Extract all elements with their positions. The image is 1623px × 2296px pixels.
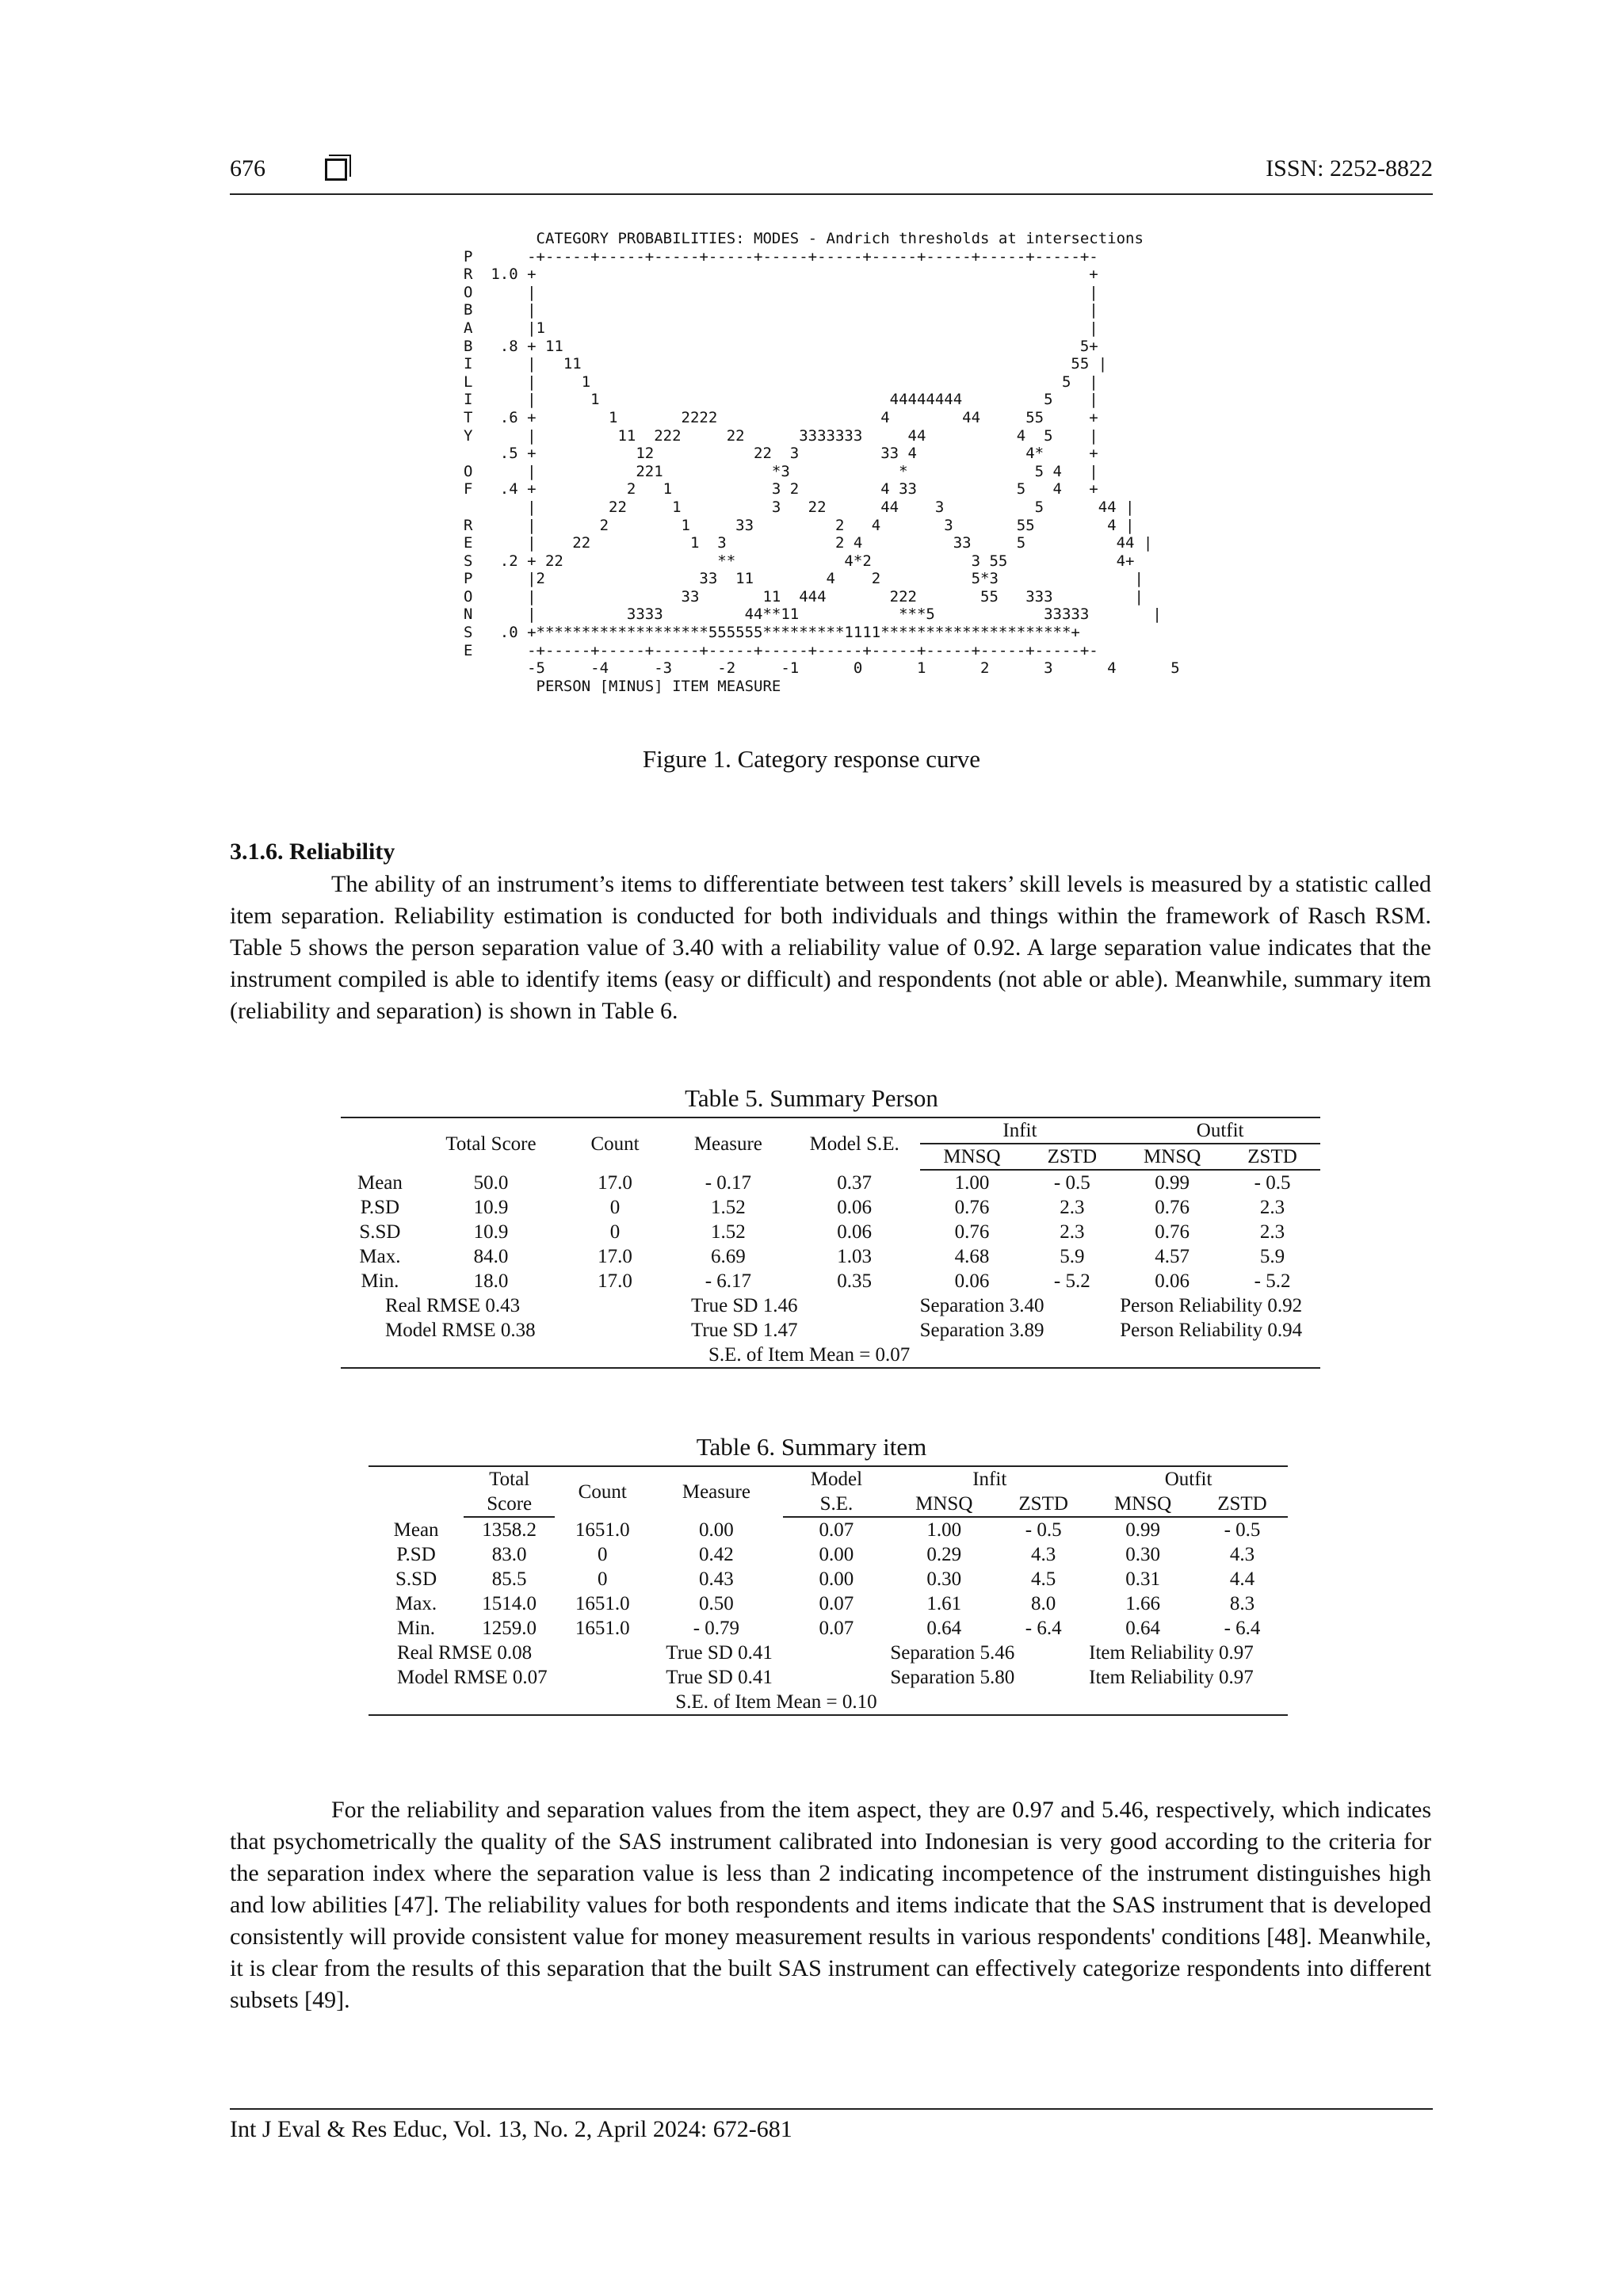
cell: 0.06 [837, 1197, 873, 1218]
cell: 1358.2 [482, 1519, 537, 1541]
cell: 1.00 [954, 1172, 990, 1194]
cell: 0.43 [699, 1568, 734, 1590]
col-group-infit: Infit [920, 1117, 1121, 1144]
cell: Mean [357, 1171, 403, 1194]
plot-line: CATEGORY PROBABILITIES: MODES - Andrich thresholds at intersections [464, 230, 1144, 247]
cell: 17.0 [598, 1270, 632, 1292]
plot-line: O | | [464, 283, 1098, 301]
cell: S.SD [395, 1568, 437, 1590]
table-row [369, 1616, 1288, 1641]
plot-line: P |2 33 11 4 2 5*3 | [464, 570, 1144, 588]
table-row [341, 1269, 1320, 1293]
cell: 17.0 [598, 1246, 632, 1267]
true-sd: True SD 1.46 [690, 1295, 798, 1316]
page-header [230, 155, 1433, 195]
cell: 5.9 [1060, 1246, 1085, 1267]
cell: 0.30 [926, 1568, 962, 1590]
person-reliability: Person Reliability 0.94 [1120, 1320, 1303, 1341]
cell: 1.03 [837, 1246, 873, 1267]
cell: 2.3 [1060, 1221, 1085, 1243]
table-row [369, 1517, 1288, 1542]
cell: - 6.17 [705, 1270, 752, 1292]
col-header-infit-mnsq: MNSQ [920, 1144, 1025, 1170]
cell: 2.3 [1259, 1197, 1285, 1218]
plot-line: I | 1 44444444 5 | [464, 391, 1098, 409]
cell: 6.69 [711, 1246, 746, 1267]
cell: Max. [359, 1246, 401, 1267]
cell: 17.0 [598, 1171, 632, 1194]
col-header-infit-zstd: ZSTD [1024, 1144, 1120, 1170]
cell: 0 [609, 1221, 621, 1243]
col-header-count: Count [590, 1133, 640, 1155]
plot-line: A |1 | [464, 319, 1098, 337]
cell: 0.64 [1125, 1618, 1160, 1639]
cell: 0 [597, 1568, 608, 1590]
square-box-icon [325, 159, 347, 181]
plot-line: B | | [464, 301, 1098, 319]
table5-caption: Table 5. Summary Person [685, 1084, 938, 1112]
table-row [341, 1170, 1320, 1195]
col-header-count: Count [578, 1481, 627, 1503]
table-row [369, 1567, 1288, 1591]
cell: 0.06 [954, 1270, 990, 1292]
col-header-infit-zstd: ZSTD [998, 1492, 1089, 1517]
cell: 0.64 [926, 1618, 962, 1639]
plot-line: P -+-----+-----+-----+-----+-----+-----+-----+-----+-----+-----+- [464, 247, 1098, 266]
col-header-model: Model [810, 1469, 863, 1490]
cell: 0.42 [699, 1544, 734, 1565]
plot-line: O | 33 11 444 222 55 333 | [464, 587, 1144, 606]
cell: 4.3 [1229, 1544, 1255, 1565]
col-header-outfit-mnsq: MNSQ [1089, 1492, 1197, 1517]
col-header-outfit-zstd: ZSTD [1224, 1144, 1320, 1170]
cell: 8.3 [1229, 1593, 1255, 1614]
plot-line: R 1.0 + + [464, 266, 1098, 284]
plot-line: S .2 + 22 ** 4*2 3 55 4+ [464, 552, 1135, 570]
cell: 85.5 [491, 1568, 527, 1590]
plot-line: O | 221 *3 * 5 4 | [464, 462, 1098, 480]
figure-caption: Figure 1. Category response curve [642, 745, 981, 773]
closing-paragraph: For the reliability and separation values from the item aspect, they are 0.97 and 5.46, respectively, which indicates that psychometrically the quality of the SAS instrument calibrated into Indonesian is very good according to the criteria for the separation index where the separation value is less than 2 indicating incompetence of the instrument distinguishes high and low abilities [47]. The reliability values for both respondents and items indicate that the SAS instrument that is developed consistently will provide consistent value for money measurement results in various respondents' conditions [48]. Meanwhile, it is clear from the results of this separation that the built SAS instrument can effectively categorize respondents into different subsets [49]. [230, 1797, 1431, 2013]
table-footer-row [341, 1293, 1320, 1318]
table-row [369, 1591, 1288, 1616]
separation: Separation 5.80 [890, 1667, 1015, 1688]
col-header-measure: Measure [693, 1133, 762, 1155]
col-header-score: Score [464, 1492, 555, 1517]
cell: 5.9 [1259, 1246, 1285, 1267]
col-header-model-se: Model S.E. [809, 1133, 899, 1155]
table-row [341, 1195, 1320, 1220]
col-header-infit-mnsq: MNSQ [890, 1492, 998, 1517]
issn-label: ISSN: 2252-8822 [1266, 155, 1433, 181]
table-footer-row [341, 1343, 1320, 1368]
col-group-outfit: Outfit [1120, 1117, 1320, 1144]
table-footer-row [369, 1690, 1288, 1715]
cell: 1651.0 [575, 1593, 630, 1614]
cell: 0.76 [1155, 1221, 1190, 1243]
page-footer: Int J Eval & Res Educ, Vol. 13, No. 2, April 2024: 672-681 [230, 2108, 1433, 2143]
cell: - 5.2 [1053, 1270, 1090, 1292]
cell: 2.3 [1060, 1197, 1085, 1218]
table-footer-row [341, 1318, 1320, 1343]
cell: P.SD [360, 1197, 400, 1218]
plot-line: .5 + 12 22 3 33 4 4* + [464, 445, 1098, 463]
cell: 0.29 [926, 1544, 962, 1565]
plot-line: R | 2 1 33 2 4 3 55 4 | [464, 516, 1135, 534]
cell: 0.50 [699, 1593, 734, 1614]
plot-line: L | 1 5 | [464, 372, 1098, 391]
cell: - 6.4 [1025, 1618, 1062, 1639]
cell: 1259.0 [482, 1618, 537, 1639]
se-item-mean: S.E. of Item Mean = 0.10 [675, 1691, 877, 1713]
cell: - 0.17 [705, 1171, 752, 1194]
table-row [341, 1244, 1320, 1269]
col-header-total: Total [489, 1469, 530, 1490]
true-sd: True SD 0.41 [666, 1642, 773, 1664]
table-row [341, 1220, 1320, 1244]
cell: 0.31 [1125, 1568, 1160, 1590]
cell: 50.0 [473, 1171, 509, 1194]
cell: - 0.5 [1025, 1519, 1062, 1541]
cell: 4.68 [954, 1246, 990, 1267]
cell: 0.06 [1155, 1270, 1190, 1292]
cell: 4.57 [1155, 1246, 1190, 1267]
plot-line: Y | 11 222 22 3333333 44 4 5 | [464, 426, 1098, 445]
cell: 0.00 [699, 1519, 734, 1541]
cell: 0.00 [819, 1568, 854, 1590]
cell: 10.9 [473, 1221, 509, 1243]
table-row [369, 1542, 1288, 1567]
cell: 0.07 [819, 1618, 854, 1639]
separation: Separation 3.89 [919, 1320, 1044, 1341]
cell: 84.0 [473, 1246, 509, 1267]
row-label-header [341, 1117, 419, 1170]
item-reliability: Item Reliability 0.97 [1089, 1642, 1254, 1664]
cell: 0 [597, 1544, 608, 1565]
plot-line: | 22 1 3 22 44 3 5 44 | [464, 498, 1135, 516]
plot-line: -5 -4 -3 -2 -1 0 1 2 3 4 5 [464, 659, 1180, 678]
plot-line: I | 11 55 | [464, 355, 1108, 373]
section-title: 3.1.6. Reliability [230, 839, 395, 865]
col-header-measure: Measure [682, 1481, 750, 1503]
cell: 1.61 [926, 1593, 962, 1614]
page-number: 676 [230, 155, 265, 181]
cell: 1.52 [711, 1197, 746, 1218]
plot-line: PERSON [MINUS] ITEM MEASURE [464, 677, 781, 695]
col-header-total-score: Total Score [445, 1133, 537, 1155]
cell: 1651.0 [575, 1519, 630, 1541]
cell: 0.76 [954, 1197, 990, 1218]
cell: 1.66 [1125, 1593, 1160, 1614]
real-rmse: Real RMSE 0.43 [385, 1295, 521, 1316]
cell: 1514.0 [482, 1593, 537, 1614]
cell: 4.5 [1031, 1568, 1056, 1590]
cell: 10.9 [473, 1197, 509, 1218]
col-group-outfit: Outfit [1164, 1469, 1212, 1490]
cell: 83.0 [491, 1544, 527, 1565]
real-rmse: Real RMSE 0.08 [397, 1642, 533, 1664]
cell: 0.99 [1125, 1519, 1160, 1541]
person-reliability: Person Reliability 0.92 [1120, 1295, 1303, 1316]
cell: - 5.2 [1254, 1270, 1291, 1292]
cell: - 0.5 [1254, 1172, 1291, 1194]
table6-summary-item [369, 1465, 1288, 1716]
cell: 0.76 [954, 1221, 990, 1243]
cell: - 0.79 [693, 1618, 740, 1639]
table-footer-row [369, 1665, 1288, 1690]
true-sd: True SD 0.41 [666, 1667, 773, 1688]
cell: Mean [393, 1519, 439, 1541]
plot-line: N | 3333 44**11 ***5 33333 | [464, 606, 1162, 624]
col-header-outfit-mnsq: MNSQ [1120, 1144, 1224, 1170]
cell: 18.0 [473, 1270, 509, 1292]
cell: 4.3 [1031, 1544, 1056, 1565]
plot-line: E -+-----+-----+-----+-----+-----+-----+-----+-----+-----+-----+- [464, 641, 1098, 659]
cell: 0.07 [819, 1593, 854, 1614]
cell: 0 [609, 1197, 621, 1218]
cell: 0.30 [1125, 1544, 1160, 1565]
cell: 0.00 [819, 1544, 854, 1565]
cell: 2.3 [1259, 1221, 1285, 1243]
plot-line: T .6 + 1 2222 4 44 55 + [464, 408, 1098, 426]
separation: Separation 5.46 [890, 1642, 1015, 1664]
cell: 0.35 [837, 1270, 873, 1292]
col-header-se: S.E. [783, 1492, 891, 1517]
row-label-header [369, 1466, 464, 1517]
plot-line: E | 22 1 3 2 4 33 5 44 | [464, 534, 1153, 552]
cell: - 0.5 [1053, 1172, 1090, 1194]
separation: Separation 3.40 [919, 1295, 1044, 1316]
cell: 0.06 [837, 1221, 873, 1243]
cell: Max. [395, 1593, 437, 1614]
table5-summary-person [341, 1117, 1320, 1369]
cell: P.SD [396, 1544, 436, 1565]
plot-line: S .0 +*******************555555*********1111*********************+ [464, 624, 1080, 642]
plot-line: B .8 + 11 5+ [464, 337, 1098, 355]
cell: - 0.5 [1224, 1519, 1261, 1541]
category-probability-plot [464, 230, 1180, 695]
item-reliability: Item Reliability 0.97 [1089, 1667, 1254, 1688]
plot-line: F .4 + 2 1 3 2 4 33 5 4 + [464, 480, 1098, 499]
cell: Min. [361, 1270, 399, 1292]
se-item-mean: S.E. of Item Mean = 0.07 [708, 1344, 911, 1366]
model-rmse: Model RMSE 0.07 [397, 1667, 548, 1688]
cell: 1.00 [926, 1519, 962, 1541]
cell: 8.0 [1031, 1593, 1056, 1614]
cell: 4.4 [1229, 1568, 1255, 1590]
model-rmse: Model RMSE 0.38 [385, 1320, 536, 1341]
cell: Min. [397, 1618, 436, 1639]
cell: 0.76 [1155, 1197, 1190, 1218]
cell: 1651.0 [575, 1618, 630, 1639]
reliability-paragraph: The ability of an instrument’s items to differentiate between test takers’ skill levels is measured by a statistic called item separation. Reliability estimation is conducted for both individuals and things within the framework of Rasch RSM. Table 5 shows the person separation value of 3.40 with a reliability value of 0.92. A large separation value indicates that the instrument compiled is able to identify items (easy or difficult) and respondents (not able or able). Meanwhile, summary item (reliability and separation) is shown in Table 6. [230, 871, 1431, 1024]
table-footer-row [369, 1641, 1288, 1665]
cell: 0.37 [837, 1171, 873, 1194]
cell: 0.99 [1155, 1172, 1190, 1194]
cell: - 6.4 [1224, 1618, 1261, 1639]
cell: S.SD [359, 1221, 401, 1243]
table6-caption: Table 6. Summary item [696, 1433, 927, 1461]
col-header-outfit-zstd: ZSTD [1197, 1492, 1288, 1517]
cell: 0.07 [819, 1519, 854, 1541]
true-sd: True SD 1.47 [690, 1320, 798, 1341]
cell: 1.52 [711, 1221, 746, 1243]
col-group-infit: Infit [972, 1469, 1007, 1490]
